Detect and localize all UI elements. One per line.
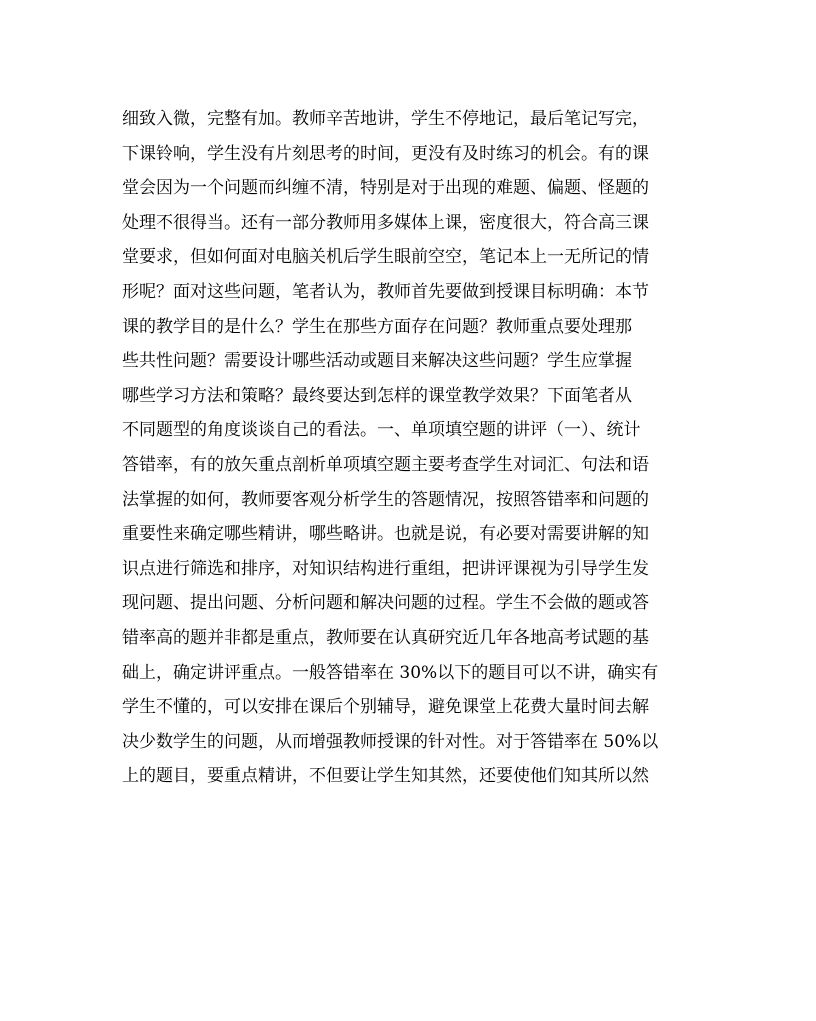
text-line: 细致入微，完整有加。教师辛苦地讲，学生不停地记，最后笔记写完， [122, 109, 649, 129]
text-line: 堂会因为一个问题而纠缠不清，特别是对于出现的难题、偏题、怪题的 [122, 178, 649, 199]
text-line: 哪些学习方法和策略？最终要达到怎样的课堂教学效果？下面笔者从 [122, 385, 632, 406]
text-line: 础上，确定讲评重点。一般答错率在 30%以下的题目可以不讲，确实有 [122, 662, 659, 683]
text-line: 识点进行筛选和排序，对知识结构进行重组，把讲评课视为引导学生发 [122, 558, 649, 579]
text-line: 法掌握的如何，教师要客观分析学生的答题情况，按照答错率和问题的 [122, 489, 649, 510]
text-line: 现问题、提出问题、分析问题和解决问题的过程。学生不会做的题或答 [122, 593, 649, 614]
text-line: 下课铃响，学生没有片刻思考的时间，更没有及时练习的机会。有的课 [122, 143, 649, 164]
text-line: 决少数学生的问题，从而增强教师授课的针对性。对于答错率在 50%以 [122, 731, 659, 752]
text-line: 上的题目，要重点精讲，不但要让学生知其然，还要使他们知其所以然 [122, 766, 649, 787]
text-line: 不同题型的角度谈谈自己的看法。一、单项填空题的讲评（一）、统计 [122, 420, 641, 441]
text-line: 些共性问题？需要设计哪些活动或题目来解决这些问题？学生应掌握 [122, 351, 632, 372]
text-line: 课的教学目的是什么？学生在那些方面存在问题？教师重点要处理那 [122, 316, 632, 337]
text-line: 重要性来确定哪些精讲，哪些略讲。也就是说，有必要对需要讲解的知 [122, 524, 649, 545]
body-paragraph [122, 102, 702, 794]
text-line: 错率高的题并非都是重点，教师要在认真研究近几年各地高考试题的基 [122, 627, 649, 648]
text-line: 处理不很得当。还有一部分教师用多媒体上课，密度很大，符合高三课 [122, 212, 649, 233]
text-line: 形呢？面对这些问题，笔者认为，教师首先要做到授课目标明确：本节 [122, 281, 649, 302]
text-line: 答错率，有的放矢重点剖析单项填空题主要考查学生对词汇、句法和语 [122, 454, 649, 475]
text-line: 学生不懂的，可以安排在课后个别辅导，避免课堂上花费大量时间去解 [122, 697, 649, 718]
text-line: 堂要求，但如何面对电脑关机后学生眼前空空，笔记本上一无所记的情 [122, 247, 649, 268]
